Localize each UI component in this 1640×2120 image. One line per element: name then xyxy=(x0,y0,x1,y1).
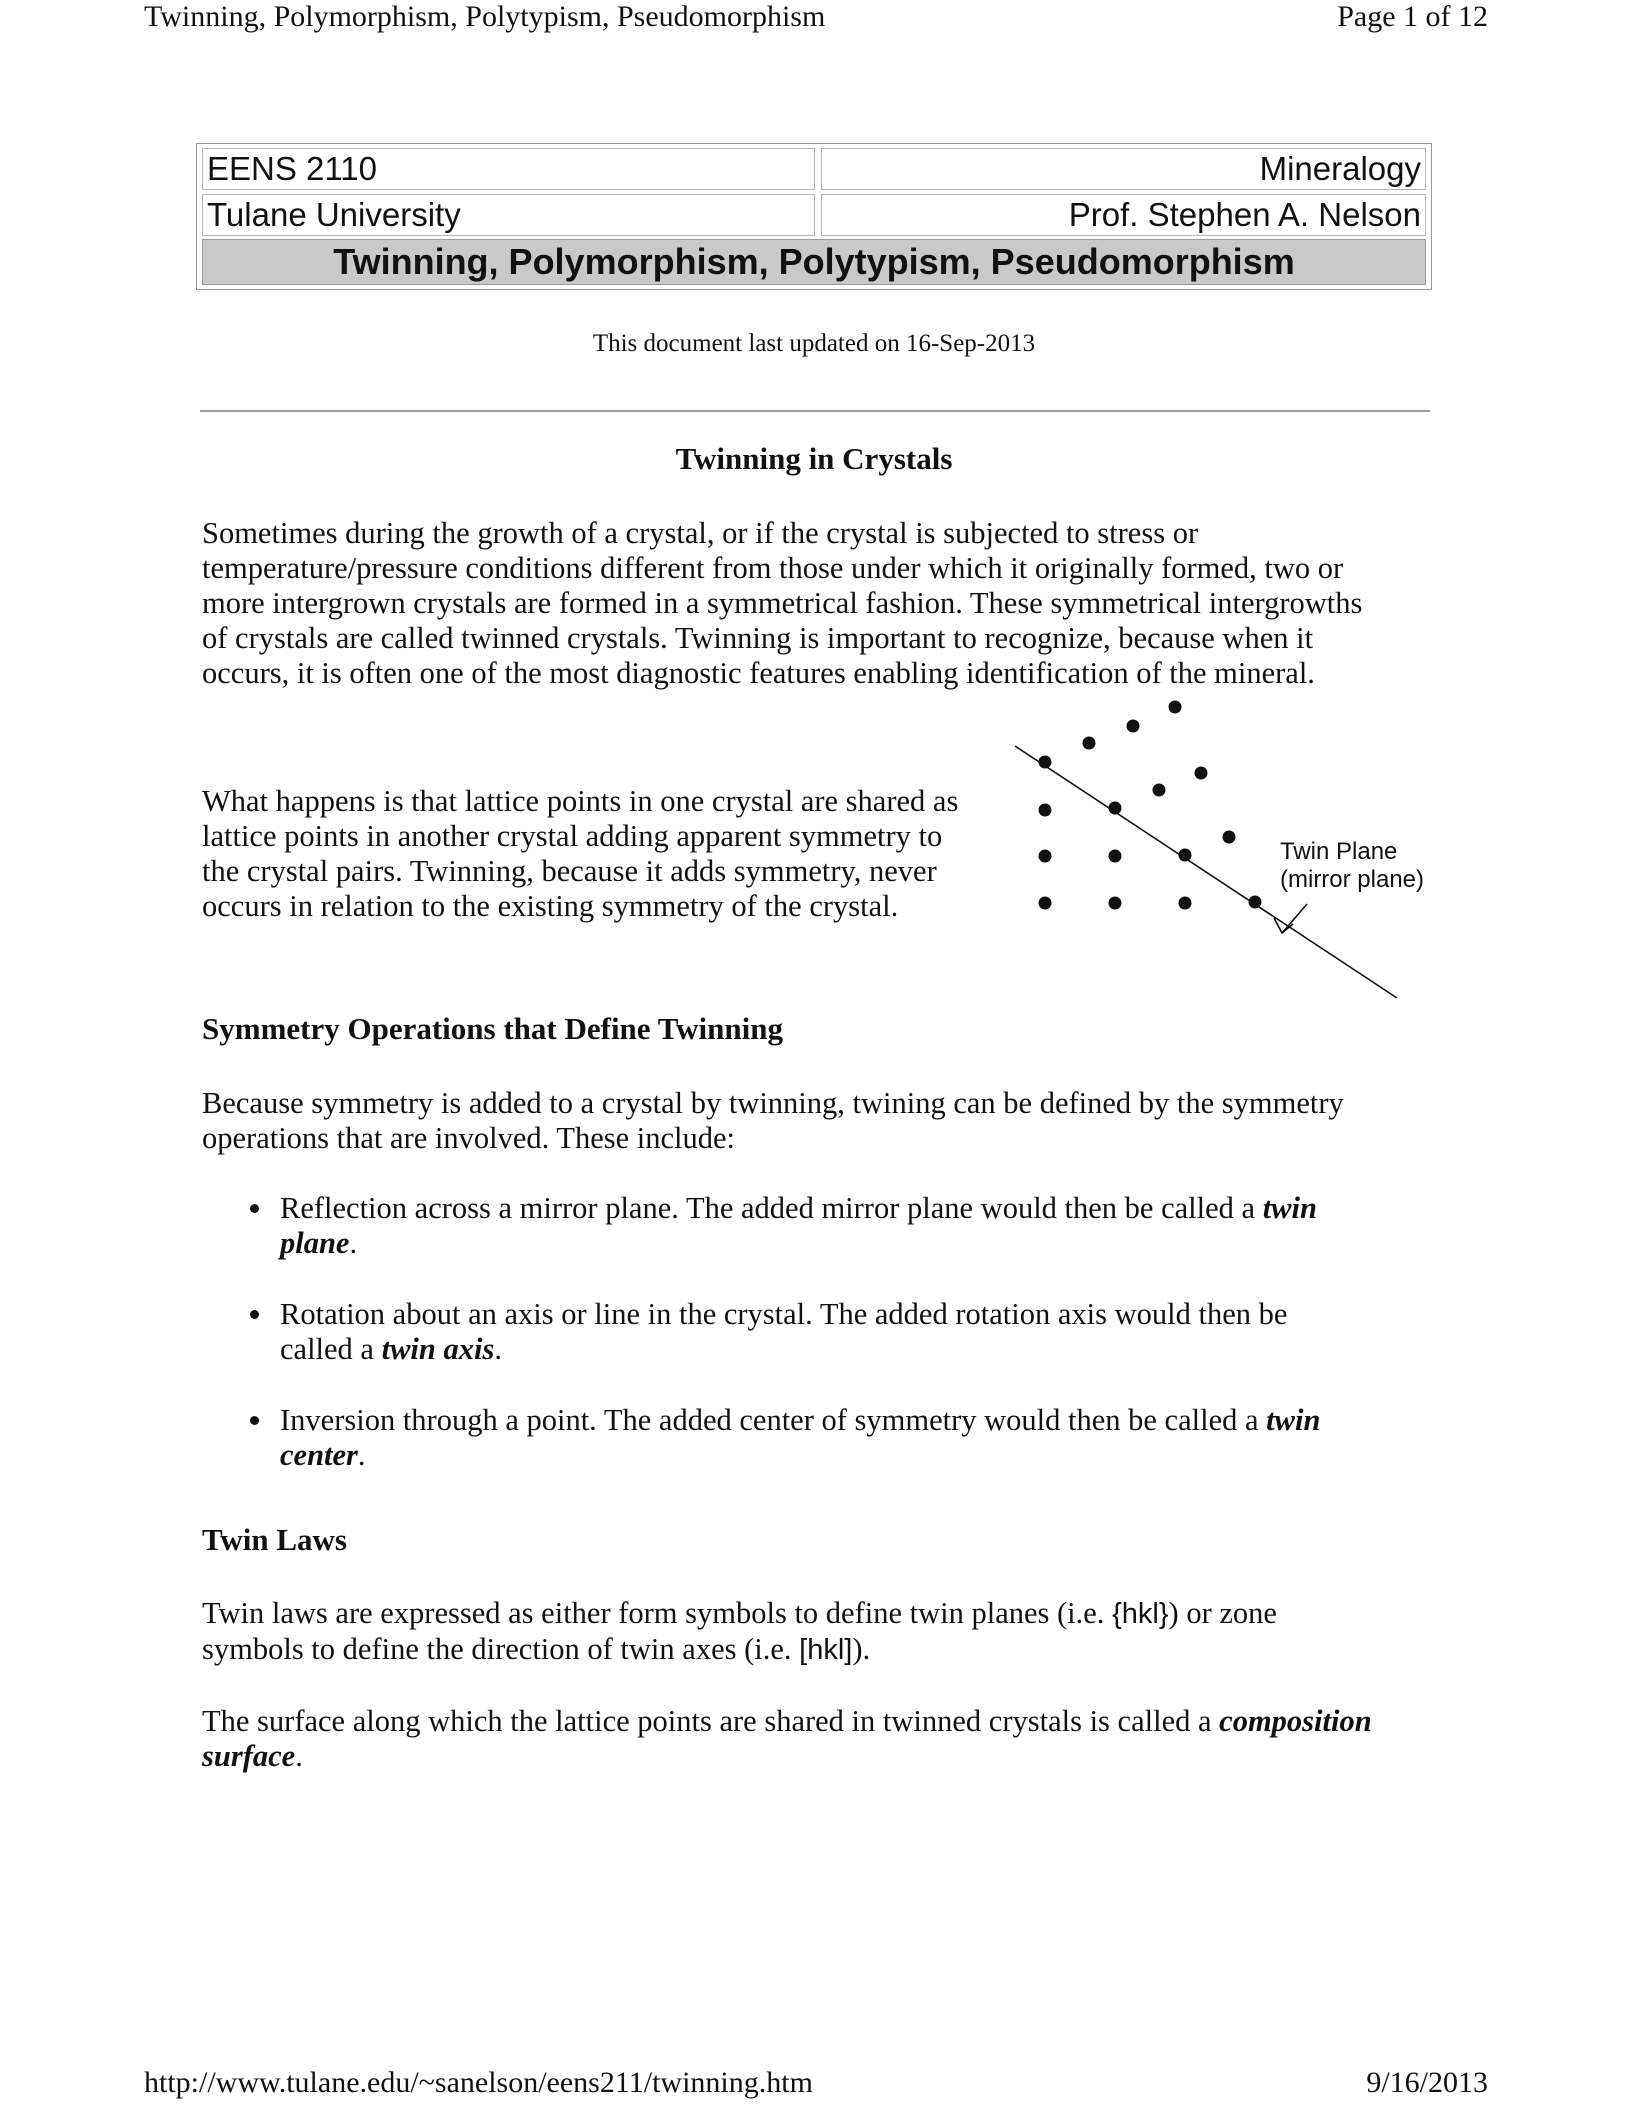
form-symbol: {hkl} xyxy=(1112,1598,1169,1630)
text-run: The surface along which the lattice points are shared in twinned crystals is called a xyxy=(202,1704,1220,1738)
mirror-plane-label: (mirror plane) xyxy=(1280,866,1425,893)
paragraph-line: temperature/pressure conditions different from those under which it originally formed, two or xyxy=(202,551,1344,585)
section-heading-symmetry-operations: Symmetry Operations that Define Twinning xyxy=(202,1011,783,1046)
paragraph-intro xyxy=(202,516,1442,691)
list-item xyxy=(200,1403,1460,1473)
paragraph-line: Because symmetry is added to a crystal by twinning, twining can be defined by the symmetry xyxy=(202,1086,1344,1120)
section-heading-twinning-in-crystals: Twinning in Crystals xyxy=(675,441,953,476)
lattice-point xyxy=(1039,804,1052,817)
paragraph-line: What happens is that lattice points in one crystal are shared as xyxy=(202,784,959,818)
paragraph-line: occurs, it is often one of the most diagnostic features enabling identification of the mineral. xyxy=(202,656,1315,690)
symmetry-operations-list xyxy=(200,1297,1460,1367)
bullet-icon xyxy=(250,1310,259,1319)
item-emphasis: plane xyxy=(280,1226,350,1260)
item-text: Reflection across a mirror plane. The added mirror plane would then be called a xyxy=(280,1191,1263,1225)
professor-name: Prof. Stephen A. Nelson xyxy=(821,194,1426,236)
lattice-point xyxy=(1127,720,1140,733)
print-footer-date: 9/16/2013 xyxy=(1366,2066,1488,2099)
document-title: Twinning, Polymorphism, Polytypism, Pseudomorphism xyxy=(202,239,1426,285)
text-run: Twin laws are expressed as either form symbols to define twin planes (i.e. xyxy=(202,1596,1113,1630)
lattice-point xyxy=(1039,850,1052,863)
item-text: Inversion through a point. The added center of symmetry would then be called a xyxy=(280,1403,1267,1437)
paragraph-line: Sometimes during the growth of a crystal, or if the crystal is subjected to stress or xyxy=(202,516,1199,550)
paragraph-line: more intergrown crystals are formed in a symmetrical fashion. These symmetrical intergrowths xyxy=(202,586,1363,620)
paragraph-symmetry-intro xyxy=(202,1086,1442,1156)
print-header-page-number: Page 1 of 12 xyxy=(1337,0,1488,33)
lattice-point xyxy=(1195,767,1208,780)
item-emphasis: twin axis xyxy=(381,1332,495,1366)
course-header-table xyxy=(196,143,1432,290)
print-footer-url: http://www.tulane.edu/~sanelson/eens211/twinning.htm xyxy=(144,2066,813,2099)
text-run: ) or zone xyxy=(1168,1596,1277,1630)
lattice-point xyxy=(1249,896,1262,909)
lattice-point xyxy=(1109,897,1122,910)
text-run: . xyxy=(295,1739,303,1773)
paragraph-line: operations that are involved. These include: xyxy=(202,1121,736,1155)
course-subject: Mineralogy xyxy=(821,148,1426,190)
lattice-point xyxy=(1179,897,1192,910)
lattice-point xyxy=(1083,737,1096,750)
paragraph-composition-surface xyxy=(202,1704,1442,1774)
item-emphasis: twin xyxy=(1262,1191,1317,1225)
list-item xyxy=(200,1191,1460,1261)
list-item xyxy=(200,1297,1460,1367)
item-text: . xyxy=(349,1226,358,1260)
paragraph-lattice-points xyxy=(202,784,1002,924)
university-name: Tulane University xyxy=(202,194,815,236)
item-emphasis: twin xyxy=(1266,1403,1321,1437)
item-emphasis: center xyxy=(280,1438,358,1472)
twin-plane-label: Twin Plane xyxy=(1280,838,1398,865)
horizontal-rule xyxy=(200,410,1430,412)
zone-symbol: [hkl] xyxy=(799,1634,853,1666)
symmetry-operations-list xyxy=(200,1403,1460,1473)
twin-plane-diagram xyxy=(1010,690,1435,1010)
term-emphasis: surface xyxy=(202,1739,296,1773)
section-heading-twin-laws: Twin Laws xyxy=(202,1522,347,1557)
lattice-point xyxy=(1169,701,1182,714)
bullet-icon xyxy=(250,1204,259,1213)
bullet-icon xyxy=(250,1416,259,1425)
last-updated-note: This document last updated on 16-Sep-2013 xyxy=(592,330,1036,357)
term-emphasis: composition xyxy=(1219,1704,1372,1738)
item-text: . xyxy=(357,1438,366,1472)
paragraph-line: of crystals are called twinned crystals. Twinning is important to recognize, because when it xyxy=(202,621,1314,655)
lattice-point xyxy=(1109,850,1122,863)
symmetry-operations-list xyxy=(200,1191,1460,1261)
paragraph-line: the crystal pairs. Twinning, because it adds symmetry, never xyxy=(202,854,937,888)
lattice-point xyxy=(1039,756,1052,769)
lattice-point xyxy=(1223,831,1236,844)
text-run: ). xyxy=(852,1632,871,1666)
course-code: EENS 2110 xyxy=(202,148,815,190)
lattice-point xyxy=(1039,897,1052,910)
item-text: . xyxy=(494,1332,502,1366)
paragraph-line: occurs in relation to the existing symmetry of the crystal. xyxy=(202,889,899,923)
item-text: called a xyxy=(280,1332,382,1366)
text-run: symbols to define the direction of twin axes (i.e. xyxy=(202,1632,800,1666)
lattice-point xyxy=(1109,802,1122,815)
paragraph-line: lattice points in another crystal adding apparent symmetry to xyxy=(202,819,943,853)
paragraph-twin-laws xyxy=(202,1596,1442,1668)
lattice-point xyxy=(1153,784,1166,797)
item-text: Rotation about an axis or line in the crystal. The added rotation axis would then be xyxy=(280,1297,1288,1331)
print-header-title: Twinning, Polymorphism, Polytypism, Pseudomorphism xyxy=(144,0,826,33)
lattice-point xyxy=(1179,849,1192,862)
